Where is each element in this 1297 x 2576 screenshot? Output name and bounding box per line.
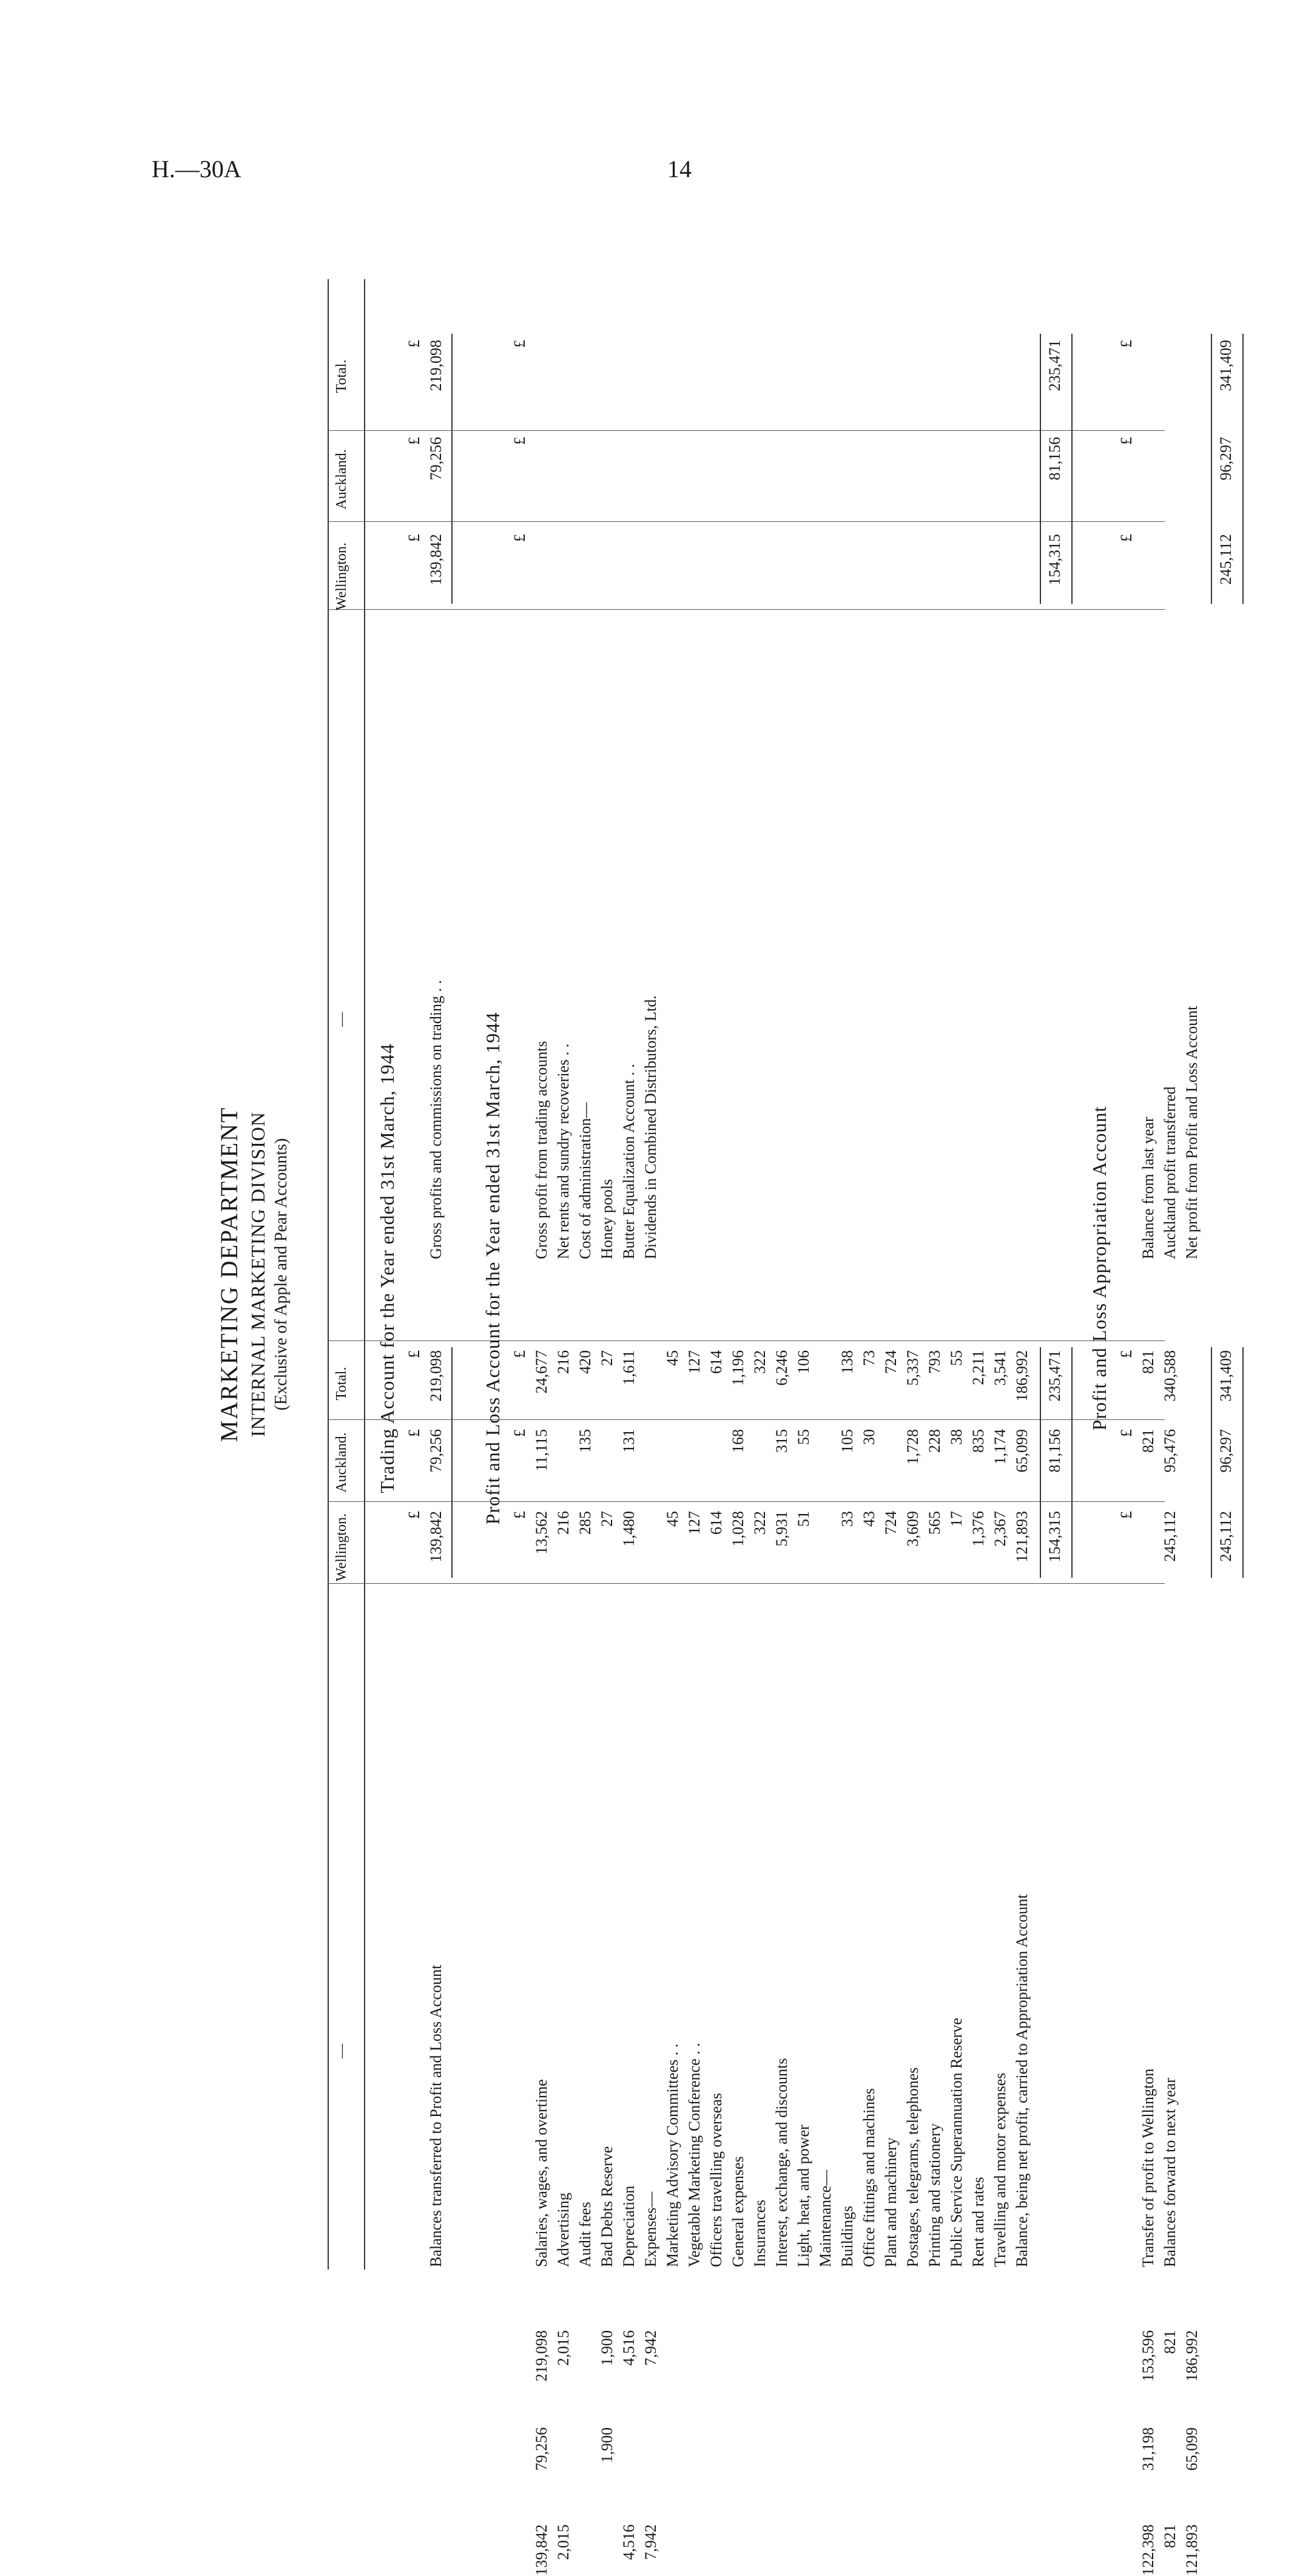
trading-right-w: 139,842 (427, 534, 445, 586)
pl-left-a: 168 (729, 1429, 747, 1453)
pl-left-t: 6,246 (773, 1350, 790, 1386)
row-label: Balances transferred to Profit and Loss Account (427, 1964, 445, 2267)
pl-left-row (620, 279, 642, 2270)
pl-left-a: 135 (576, 1429, 594, 1453)
column-header-blank: — (334, 2044, 349, 2058)
row-label: Cost of administration— (576, 1102, 594, 1259)
pl-right-t: 4,516 (620, 2330, 638, 2366)
pl-left-w: 45 (664, 1511, 681, 1527)
department-title: MARKETING DEPARTMENT (215, 1106, 243, 1442)
appropriation-left-total-a: 96,297 (1217, 1429, 1235, 1473)
appropriation-left-total-t: 341,409 (1217, 1350, 1235, 1402)
pl-left-w: 13,562 (533, 1511, 550, 1555)
pl-right-total-rule (1040, 334, 1041, 604)
row-label: Vegetable Marketing Conference . . (686, 2043, 703, 2267)
row-label: General expenses (729, 2156, 747, 2267)
titles (212, 279, 291, 2270)
appropriation-right-w: 122,398 (1139, 2524, 1157, 2576)
pl-left-w: 565 (926, 1511, 943, 1535)
pl-left-row (817, 279, 838, 2270)
trading-left-total-rule (451, 1347, 453, 1578)
appropriation-right-a: 31,198 (1139, 2427, 1157, 2471)
appropriation-right-total-w: 245,112 (1217, 534, 1235, 585)
pl-right-t: 7,942 (642, 2330, 659, 2366)
appropriation-left-total-rule (1211, 1347, 1212, 1578)
appropriation-right-double-rule (1242, 334, 1244, 604)
row-label: Office fittings and machines (860, 2088, 878, 2267)
pl-right-w: 7,942 (642, 2524, 659, 2560)
pl-left-row (860, 279, 882, 2270)
pl-left-w: 2,367 (991, 1511, 1009, 1547)
pl-left-w: 33 (838, 1511, 856, 1527)
pl-left-t: 27 (598, 1350, 616, 1366)
page-header (152, 155, 1183, 191)
pl-left-row (926, 279, 948, 2270)
header-top-rule (328, 279, 329, 2270)
appropriation-right-t: 186,992 (1183, 2330, 1201, 2382)
row-label: Dividends in Combined Distributors, Ltd. (642, 995, 659, 1259)
appropriation-total-row (1217, 279, 1239, 2270)
currency-symbol: £ (511, 534, 528, 542)
appropriation-title: Profit and Loss Appropriation Account (1088, 1106, 1110, 1431)
currency-symbol: £ (1117, 1511, 1135, 1519)
pl-left-a: 65,099 (1013, 1429, 1031, 1473)
pl-left-a: 228 (926, 1429, 943, 1453)
pl-left-total-t: 235,471 (1046, 1350, 1063, 1402)
appropriation-left-total-w: 245,112 (1217, 1511, 1235, 1562)
currency-symbol: £ (405, 534, 423, 542)
accounts-grid (328, 279, 1235, 2576)
row-label: Insurances (751, 2199, 769, 2267)
pl-right-t: 2,015 (554, 2330, 572, 2366)
pl-left-row (882, 279, 904, 2270)
page-number: 14 (667, 155, 692, 183)
document-reference: H.—30A (152, 155, 241, 183)
pl-left-row (773, 279, 795, 2270)
pl-left-t: 1,196 (729, 1350, 747, 1386)
pl-left-t: 138 (838, 1350, 856, 1374)
trading-left-w: 139,842 (427, 1511, 445, 1563)
row-label: Plant and machinery (882, 2137, 900, 2267)
pl-total-row (1046, 279, 1068, 2270)
pl-left-t: 322 (751, 1350, 769, 1374)
currency-symbol: £ (511, 1429, 528, 1437)
row-label: Postages, telegrams, telephones (904, 2067, 921, 2267)
profit-loss-title: Profit and Loss Account for the Year ended 31st March, 1944 (482, 1012, 504, 1525)
appropriation-right-t: 821 (1161, 2330, 1179, 2354)
pl-left-row (576, 279, 598, 2270)
pl-left-row (664, 279, 686, 2270)
appropriation-left-row (1161, 279, 1183, 2270)
pl-left-w: 1,028 (729, 1511, 747, 1547)
pl-left-row (751, 279, 773, 2270)
currency-symbol: £ (511, 437, 528, 445)
header-bottom-rule (364, 279, 365, 2270)
pl-left-w: 614 (707, 1511, 725, 1535)
pl-left-row (598, 279, 620, 2270)
pl-left-t: 73 (860, 1350, 878, 1366)
currency-symbol: £ (511, 1511, 528, 1519)
rotated-account-sheet (212, 279, 1235, 2576)
column-header-wellington: Wellington. (334, 542, 349, 611)
row-label: Balances forward to next year (1161, 2078, 1179, 2267)
row-label: Net profit from Profit and Loss Account (1183, 1006, 1201, 1259)
division-subtitle: (Exclusive of Apple and Pear Accounts) (272, 1138, 291, 1411)
row-label: Marketing Advisory Committees . . (664, 2043, 681, 2267)
pl-left-t: 5,337 (904, 1350, 921, 1386)
pl-left-row (948, 279, 969, 2270)
pl-left-w: 724 (882, 1511, 900, 1535)
pl-left-a: 105 (838, 1429, 856, 1453)
appropriation-left-row (1139, 279, 1161, 2270)
row-label: Gross profits and commissions on trading . . (427, 979, 445, 1259)
row-label: Light, heat, and power (795, 2125, 812, 2267)
pl-left-t: 45 (664, 1350, 681, 1366)
pl-left-t: 127 (686, 1350, 703, 1374)
pl-left-total-rule (1040, 1347, 1041, 1578)
currency-row (511, 279, 533, 2270)
appropriation-left-a: 95,476 (1161, 1429, 1179, 1473)
row-label: Balance from last year (1139, 1117, 1157, 1259)
pl-right-total-a: 81,156 (1046, 437, 1063, 481)
currency-symbol: £ (1117, 1429, 1135, 1437)
pl-left-row (686, 279, 707, 2270)
row-label: Expenses— (642, 2191, 659, 2267)
pl-right-w: 4,516 (620, 2524, 638, 2560)
pl-right-w: 2,015 (554, 2524, 572, 2560)
pl-left-a: 131 (620, 1429, 638, 1453)
row-label: Honey pools (598, 1178, 616, 1259)
pl-right-total-t: 235,471 (1046, 340, 1063, 391)
pl-right-double-rule (1071, 334, 1073, 604)
currency-symbol: £ (405, 1511, 423, 1519)
pl-left-w: 127 (686, 1511, 703, 1535)
column-header-wellington: Wellington. (334, 1513, 349, 1582)
trading-right-t: 219,098 (427, 340, 445, 391)
appropriation-right-w: 821 (1161, 2524, 1179, 2548)
division-title: INTERNAL MARKETING DIVISION (247, 1112, 269, 1437)
pl-left-row (533, 279, 554, 2270)
pl-left-row (1013, 279, 1035, 2270)
pl-left-row (642, 279, 664, 2270)
currency-symbol: £ (405, 340, 423, 348)
pl-left-a: 11,115 (533, 1429, 550, 1472)
currency-symbol: £ (405, 1429, 423, 1437)
trading-right-total-rule (451, 334, 453, 604)
currency-row (1117, 279, 1139, 2270)
pl-left-w: 322 (751, 1511, 769, 1535)
pl-left-w: 121,893 (1013, 1511, 1031, 1563)
appropriation-left-double-rule (1242, 1347, 1244, 1578)
pl-left-t: 106 (795, 1350, 812, 1374)
pl-left-total-w: 154,315 (1046, 1511, 1063, 1563)
appropriation-right-total-t: 341,409 (1217, 340, 1235, 391)
pl-left-w: 3,609 (904, 1511, 921, 1547)
column-header-blank: — (334, 1012, 349, 1027)
pl-left-row (904, 279, 926, 2270)
pl-left-t: 614 (707, 1350, 725, 1374)
pl-left-t: 420 (576, 1350, 594, 1374)
row-label: Interest, exchange, and discounts (773, 2058, 790, 2267)
appropriation-right-w: 121,893 (1183, 2524, 1201, 2576)
appropriation-left-t: 340,588 (1161, 1350, 1179, 1402)
row-label: Maintenance— (817, 2169, 834, 2267)
pl-left-w: 216 (554, 1511, 572, 1535)
pl-left-row (554, 279, 576, 2270)
row-label: Advertising (554, 2192, 572, 2267)
pl-left-w: 51 (795, 1511, 812, 1527)
appropriation-left-a: 821 (1139, 1429, 1157, 1453)
row-label: Travelling and motor expenses (991, 2072, 1009, 2267)
pl-left-w: 1,480 (620, 1511, 638, 1547)
row-label: Net rents and sundry recoveries . . (554, 1043, 572, 1259)
pl-left-t: 55 (948, 1350, 965, 1366)
pl-left-w: 43 (860, 1511, 878, 1527)
pl-left-row (707, 279, 729, 2270)
trading-right-a: 79,256 (427, 437, 445, 481)
row-label: Rent and rates (969, 2177, 987, 2267)
currency-symbol: £ (1117, 437, 1135, 445)
pl-left-t: 24,677 (533, 1350, 550, 1394)
row-label: Public Service Superannuation Reserve (948, 2018, 965, 2267)
pl-left-total-a: 81,156 (1046, 1429, 1063, 1473)
currency-symbol: £ (1117, 534, 1135, 542)
pl-left-a: 55 (795, 1429, 812, 1445)
pl-left-row (795, 279, 817, 2270)
appropriation-right-total-rule (1211, 334, 1212, 604)
column-header-auckland: Auckland. (334, 449, 349, 510)
appropriation-right-a: 65,099 (1183, 2427, 1201, 2471)
trading-left-t: 219,098 (427, 1350, 445, 1402)
row-label: Auckland profit transferred (1161, 1086, 1179, 1259)
column-header-total: Total. (334, 359, 349, 393)
pl-left-row (729, 279, 751, 2270)
pl-left-a: 835 (969, 1429, 987, 1453)
appropriation-right-t: 153,596 (1139, 2330, 1157, 2382)
row-label: Transfer of profit to Wellington (1139, 2068, 1157, 2267)
currency-symbol: £ (1117, 340, 1135, 348)
currency-symbol: £ (511, 340, 528, 348)
row-label: Salaries, wages, and overtime (533, 2079, 550, 2267)
row-label: Gross profit from trading accounts (533, 1041, 550, 1259)
pl-left-row (969, 279, 991, 2270)
pl-right-a: 79,256 (533, 2427, 550, 2471)
row-label: Printing and stationery (926, 2123, 943, 2267)
currency-symbol: £ (405, 1350, 423, 1358)
trading-account-title: Trading Account for the Year ended 31st March, 1944 (376, 1043, 398, 1493)
currency-row (405, 279, 427, 2270)
row-label: Buildings (838, 2205, 856, 2267)
currency-symbol: £ (511, 1350, 528, 1358)
currency-symbol: £ (405, 437, 423, 445)
pl-left-double-rule (1071, 1347, 1073, 1578)
pl-left-t: 3,541 (991, 1350, 1009, 1386)
row-label: Depreciation (620, 2185, 638, 2267)
pl-left-row (991, 279, 1013, 2270)
pl-left-w: 17 (948, 1511, 965, 1527)
row-label: Officers travelling overseas (707, 2093, 725, 2267)
row-label: Balance, being net profit, carried to Appropriation Account (1013, 1894, 1031, 2267)
pl-left-w: 27 (598, 1511, 616, 1527)
trading-row (427, 279, 449, 2270)
appropriation-left-w: 245,112 (1161, 1511, 1179, 1562)
column-header-total: Total. (334, 1367, 349, 1401)
row-label: Butter Equalization Account . . (620, 1063, 638, 1259)
appropriation-left-t: 821 (1139, 1350, 1157, 1374)
pl-right-total-w: 154,315 (1046, 534, 1063, 586)
pl-left-a: 315 (773, 1429, 790, 1453)
pl-left-t: 2,211 (969, 1350, 987, 1385)
pl-left-t: 216 (554, 1350, 572, 1374)
pl-left-a: 1,174 (991, 1429, 1009, 1465)
appropriation-right-total-a: 96,297 (1217, 437, 1235, 481)
pl-left-a: 1,728 (904, 1429, 921, 1465)
pl-right-w: 139,842 (533, 2524, 550, 2576)
pl-left-t: 1,611 (620, 1350, 638, 1385)
pl-left-a: 38 (948, 1429, 965, 1445)
pl-left-t: 724 (882, 1350, 900, 1374)
currency-symbol: £ (1117, 1350, 1135, 1358)
pl-right-t: 219,098 (533, 2330, 550, 2382)
pl-left-t: 793 (926, 1350, 943, 1374)
pl-left-w: 285 (576, 1511, 594, 1535)
row-label: Bad Debts Reserve (598, 2146, 616, 2267)
pl-right-a: 1,900 (598, 2427, 616, 2463)
pl-left-t: 186,992 (1013, 1350, 1031, 1402)
pl-left-w: 5,931 (773, 1511, 790, 1547)
pl-right-t: 1,900 (598, 2330, 616, 2366)
pl-left-row (838, 279, 860, 2270)
pl-left-a: 30 (860, 1429, 878, 1445)
column-header-auckland: Auckland. (334, 1432, 349, 1493)
trading-left-a: 79,256 (427, 1429, 445, 1473)
row-label: Audit fees (576, 2202, 594, 2267)
pl-left-w: 1,376 (969, 1511, 987, 1547)
